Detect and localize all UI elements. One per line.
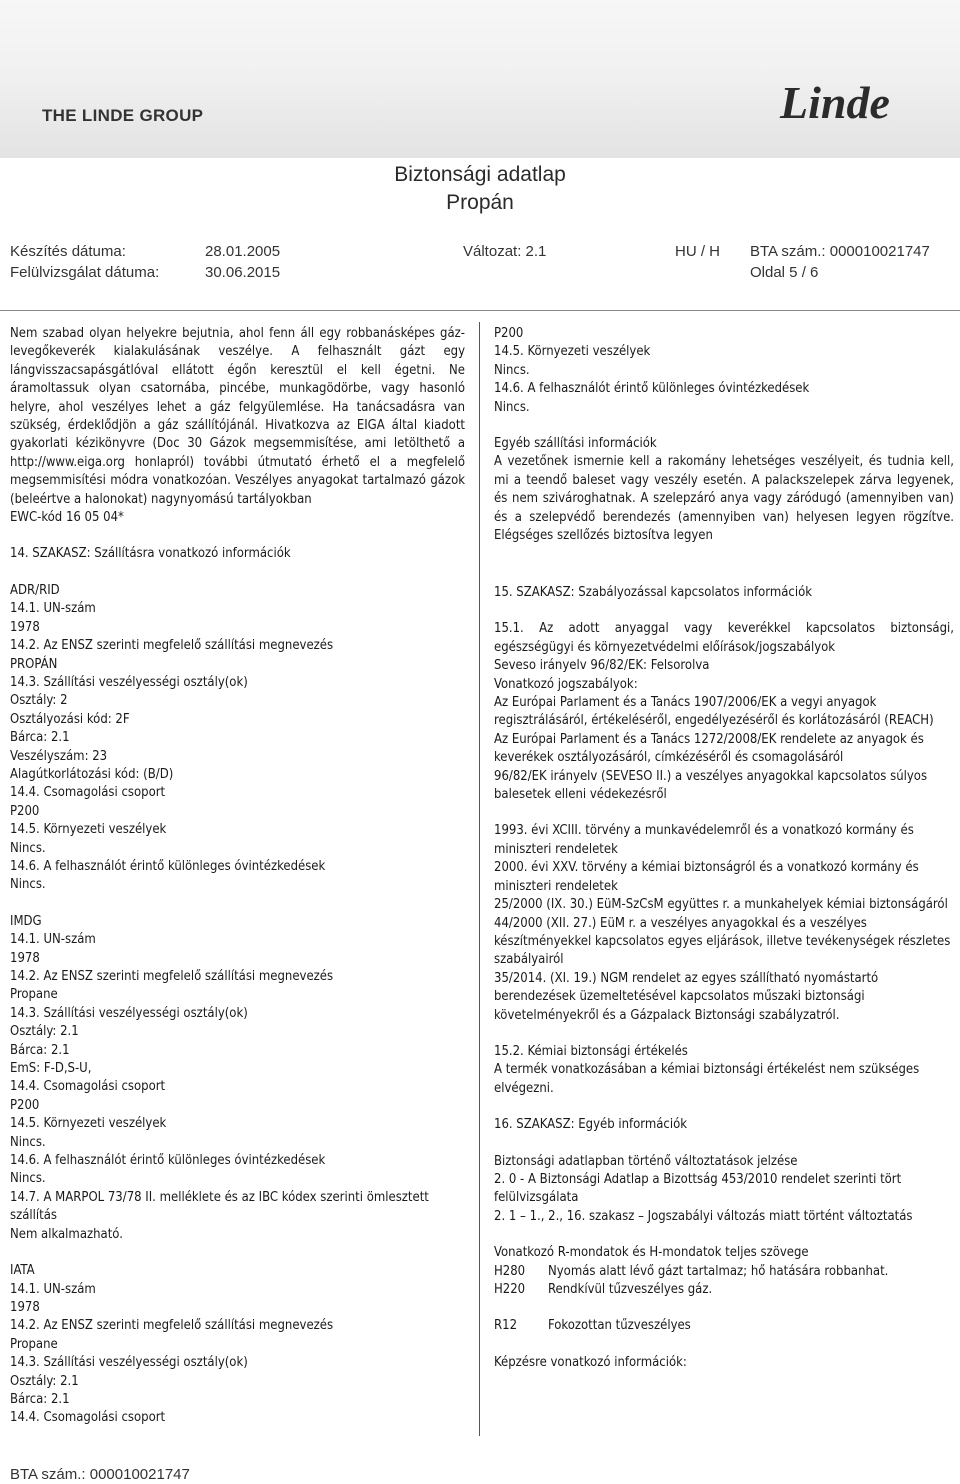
imdg-user: Nincs.	[10, 1171, 46, 1187]
adr-tunnel: Alagútkorlátozási kód: (B/D)	[10, 766, 174, 782]
other-transport-text: A vezetőnek ismernie kell a rakomány lehetséges veszélyeit, és tudnia kell, mi a teendő baleset vagy veszély esetén. A palackszelepek zárva legyenek, és nem szivároghatnak. A szelepzáró anya vagy záródugó (amennyiben van) és a szelepvédő berendezés (amennyiben van) helyesen legyen rögzítve. Elégséges szellőzés biztosítva legyen	[494, 454, 954, 544]
adr-user: Nincs.	[10, 877, 46, 893]
h220-code: H220	[494, 1282, 526, 1297]
header-banner	[0, 0, 960, 158]
adr-env: Nincs.	[10, 840, 46, 856]
imdg-env: Nincs.	[10, 1134, 46, 1150]
adr-name: PROPÁN	[10, 656, 58, 672]
column-divider	[479, 322, 480, 1436]
disposal-text: Nem szabad olyan helyekre bejutnia, ahol fenn áll egy robbanásképes gáz-levegőkeverék kialakulásának veszélye. A felhasznált gázt egy lángvisszacsapásgátlóval ellátott égőn keresztül el kell égetni. Ne áramoltassuk olyan csatornába, pincébe, munkagödörbe, vagy hasonló helyre, ahol veszélyes lehet a gáz felgyülemlése. Ha tanácsadásra van szükség, érdeklődjön a gáz szállítójánál. Hivatkozva az EIGA által kiadott gyakorlati kézikönyvre (Doc 30 Gázok megsemmisítése, ami letölthető a http://www.eiga.org honlapról) további útmutató érhető el a megfelelő megsemmisítési módra vonatkozóan. Veszélyes anyagokat tartalmazó gázok (beleértve a halonokat) nagynyomású tartályokban	[10, 326, 465, 507]
linde-logo	[778, 78, 930, 128]
imdg-un: 1978	[10, 950, 40, 966]
section-14-title: 14. SZAKASZ: Szállításra vonatkozó információk	[10, 546, 291, 562]
country-code: HU / H	[675, 243, 720, 260]
adr-pack-heading: 14.4. Csomagolási csoport	[10, 785, 166, 801]
iata-class-heading: 14.3. Szállítási veszélyességi osztály(ok)	[10, 1355, 248, 1371]
imdg-marpol: Nem alkalmazható.	[10, 1226, 123, 1242]
imdg-user-heading: 14.6. A felhasználót érintő különleges óvintézkedések	[10, 1153, 326, 1169]
adr-env-heading: 14.5. Környezeti veszélyek	[10, 822, 167, 838]
imdg-class-heading: 14.3. Szállítási veszélyességi osztály(ok)	[10, 1005, 248, 1021]
training-heading: Képzésre vonatkozó információk:	[494, 1354, 687, 1370]
r12-text: Fokozottan tűzveszélyes	[548, 1318, 691, 1334]
adr-class-code: Osztályozási kód: 2F	[10, 711, 130, 727]
changes-heading: Biztonsági adatlapban történő változtatások jelzése	[494, 1153, 798, 1169]
prep-date-label: Készítés dátuma:	[10, 243, 126, 260]
adr-un: 1978	[10, 619, 40, 635]
law-1993: 1993. évi XCIII. törvény a munkavédelemről és a vonatkozó kormány és miniszteri rendeletek	[494, 823, 914, 857]
adr-class-heading: 14.3. Szállítási veszélyességi osztály(ok)	[10, 674, 248, 690]
change-2-0: 2. 0 - A Biztonsági Adatlap a Bizottság 453/2010 rendelet szerinti tört felülvizsgálata	[494, 1171, 902, 1206]
law-35-2014: 35/2014. (XI. 19.) NGM rendelet az egyes szállítható nyomástartó berendezések üzemeltetésével kapcsolatos műszaki biztonsági követelményekről és a Gázpalack Biztonsági szabályzatról.	[494, 970, 879, 1023]
imdg-name-heading: 14.2. Az ENSZ szerinti megfelelő szállítási megnevezés	[10, 969, 334, 984]
imdg-heading: IMDG	[10, 913, 42, 929]
iata-pack-heading: 14.4. Csomagolási csoport	[10, 1410, 166, 1426]
imdg-pack: P200	[10, 1097, 40, 1113]
h220-text: Rendkívül tűzveszélyes gáz.	[548, 1282, 713, 1297]
prep-date: 28.01.2005	[205, 243, 281, 260]
iata-label: Bárca: 2.1	[10, 1391, 70, 1407]
document-title: Biztonsági adatlap	[394, 163, 566, 186]
section-15-2-heading: 15.2. Kémiai biztonsági értékelés	[494, 1043, 688, 1059]
adr-label: Bárca: 2.1	[10, 730, 70, 746]
adr-un-heading: 14.1. UN-szám	[10, 601, 96, 617]
header-divider	[0, 310, 960, 311]
r12-row	[494, 1317, 954, 1335]
related-legislation: Vonatkozó jogszabályok:	[494, 676, 638, 692]
imdg-ems: EmS: F-D,S-U,	[10, 1061, 92, 1077]
adr-class: Osztály: 2	[10, 693, 68, 709]
left-column	[10, 325, 465, 1428]
iata-env-heading: 14.5. Környezeti veszélyek	[494, 344, 651, 360]
section-15-2-text: A termék vonatkozásában a kémiai biztonsági értékelést nem szükséges elvégezni.	[494, 1062, 920, 1096]
imdg-un-heading: 14.1. UN-szám	[10, 932, 96, 948]
r12-code: R12	[494, 1318, 518, 1334]
section-15-title: 15. SZAKASZ: Szabályozással kapcsolatos információk	[494, 585, 812, 600]
footer-bta-number: BTA szám.: 000010021747	[10, 1466, 190, 1483]
imdg-name: Propane	[10, 987, 58, 1003]
ewc-code: EWC-kód 16 05 04*	[10, 510, 124, 526]
reach-regulation: Az Európai Parlament és a Tanács 1907/2006/EK a vegyi anyagok regisztrálásáról, értékeléséről, engedélyezéséről és korlátozásáról (REACH)	[494, 695, 934, 729]
svg-text:Linde: Linde	[780, 78, 890, 128]
iata-env: Nincs.	[494, 362, 530, 378]
law-2000: 2000. évi XXV. törvény a kémiai biztonságról és a vonatkozó kormány és miniszteri rendeletek	[494, 860, 919, 894]
section-16-title: 16. SZAKASZ: Egyéb információk	[494, 1117, 688, 1133]
iata-user: Nincs.	[494, 399, 530, 415]
h280-row	[494, 1263, 954, 1281]
adr-name-heading: 14.2. Az ENSZ szerinti megfelelő szállítási megnevezés	[10, 638, 334, 654]
law-25-2000: 25/2000 (IX. 30.) EüM-SzCsM együttes r. a munkahelyek kémiai biztonságáról	[494, 897, 948, 913]
iata-un-heading: 14.1. UN-szám	[10, 1281, 96, 1297]
iata-name-heading: 14.2. Az ENSZ szerinti megfelelő szállítási megnevezés	[10, 1318, 334, 1334]
h280-code: H280	[494, 1263, 526, 1279]
bta-number: BTA szám.: 000010021747	[750, 243, 930, 260]
imdg-marpol-heading: 14.7. A MARPOL 73/78 II. melléklete és az IBC kódex szerinti ömlesztett szállítás	[10, 1189, 429, 1224]
right-column	[494, 325, 954, 545]
imdg-class: Osztály: 2.1	[10, 1024, 79, 1040]
imdg-env-heading: 14.5. Környezeti veszélyek	[10, 1116, 167, 1132]
page-number: Oldal 5 / 6	[750, 264, 819, 281]
iata-user-heading: 14.6. A felhasználót érintő különleges óvintézkedések	[494, 381, 810, 397]
iata-class: Osztály: 2.1	[10, 1373, 79, 1389]
group-name: THE LINDE GROUP	[42, 106, 204, 125]
right-column-lower	[494, 584, 954, 1372]
adr-heading: ADR/RID	[10, 582, 60, 598]
phrases-heading: Vonatkozó R-mondatok és H-mondatok teljes szövege	[494, 1245, 809, 1261]
clp-regulation: Az Európai Parlament és a Tanács 1272/2008/EK rendelete az anyagok és keverékek osztályozásáról, címkézéséről és csomagolásáról	[494, 731, 924, 766]
adr-pack: P200	[10, 803, 40, 819]
adr-hazard-no: Veszélyszám: 23	[10, 748, 108, 764]
review-date: 30.06.2015	[205, 264, 281, 281]
iata-name: Propane	[10, 1336, 58, 1352]
seveso-directive: 96/82/EK irányelv (SEVESO II.) a veszélyes anyagokkal kapcsolatos súlyos balesetek elleni védekezésről	[494, 768, 928, 803]
h220-row	[494, 1281, 954, 1299]
law-44-2000: 44/2000 (XII. 27.) EüM r. a veszélyes anyagokkal és a veszélyes készítményekkel kapcsolatos egyes eljárások, illetve tevékenységek részletes szabályairól	[494, 915, 951, 968]
seveso: Seveso irányelv 96/82/EK: Felsorolva	[494, 658, 710, 674]
iata-un: 1978	[10, 1299, 40, 1315]
other-transport-heading: Egyéb szállítási információk	[494, 436, 657, 452]
change-2-1: 2. 1 – 1., 2., 16. szakasz – Jogszabályi változás miatt történt változtatás	[494, 1208, 913, 1224]
adr-user-heading: 14.6. A felhasználót érintő különleges óvintézkedések	[10, 858, 326, 874]
h280-text: Nyomás alatt lévő gázt tartalmaz; hő hatására robbanhat.	[548, 1263, 889, 1279]
iata-heading: IATA	[10, 1263, 35, 1279]
version: Változat: 2.1	[463, 243, 547, 260]
iata-pack: P200	[494, 326, 524, 341]
imdg-label: Bárca: 2.1	[10, 1042, 70, 1058]
imdg-pack-heading: 14.4. Csomagolási csoport	[10, 1079, 166, 1095]
section-15-1-heading: 15.1. Az adott anyaggal vagy keverékkel kapcsolatos biztonsági, egészségügyi és környezetvédelmi előírások/jogszabályok	[494, 621, 954, 655]
review-date-label: Felülvizsgálat dátuma:	[10, 264, 160, 281]
product-name: Propán	[446, 191, 514, 214]
